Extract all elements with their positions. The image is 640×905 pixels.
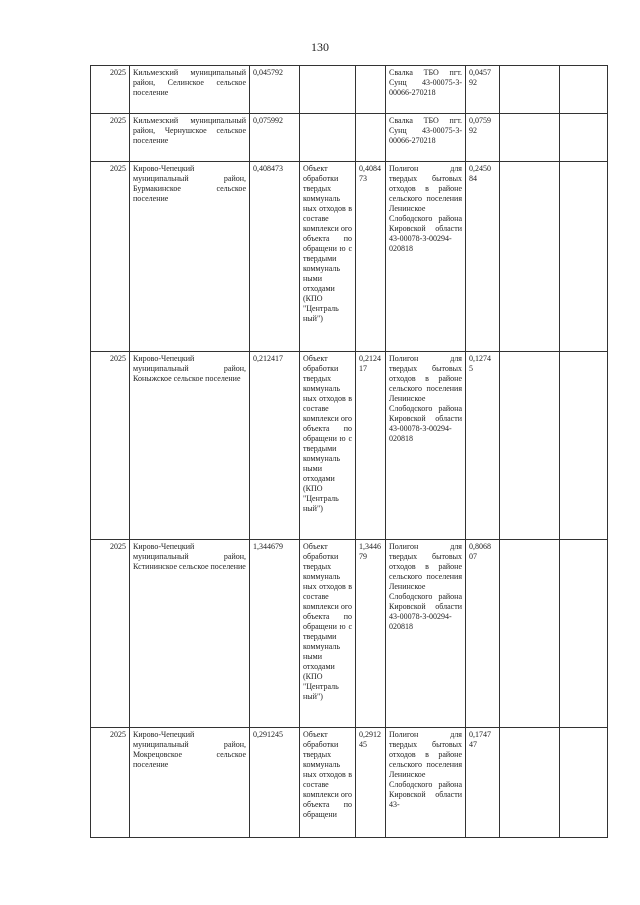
processing-object-cell <box>300 66 356 114</box>
year-cell: 2025 <box>91 352 130 540</box>
empty-cell <box>500 728 560 838</box>
volume-cell: 0,408473 <box>250 162 300 352</box>
disposal-facility-cell: Полигон для твердых бытовых отходов в районе сельского поселения Ленинское Слободского района Кировской области 43-00078-3-00294-020818 <box>386 352 466 540</box>
processing-volume-cell <box>356 114 386 162</box>
processing-object-cell: Объект обработки твердых коммуналь ных отходов в составе комплекси ого объекта по обращени <box>300 728 356 838</box>
municipality-cell: Кирово-Чепецкий муниципальный район, Кстининское сельское поселение <box>130 540 250 728</box>
disposal-volume-cell: 0,2450 84 <box>466 162 500 352</box>
disposal-facility-cell: Свалка ТБО пгт. Сунц 43-00075-3-00066-270218 <box>386 66 466 114</box>
municipality-cell: Кирово-Чепецкий муниципальный район, Коныжское сельское поселение <box>130 352 250 540</box>
volume-cell: 0,212417 <box>250 352 300 540</box>
table-row <box>91 352 608 540</box>
empty-cell <box>560 66 608 114</box>
table-row <box>91 114 608 162</box>
empty-cell <box>500 114 560 162</box>
volume-cell: 0,075992 <box>250 114 300 162</box>
table-row <box>91 540 608 728</box>
year-cell: 2025 <box>91 728 130 838</box>
processing-volume-cell <box>356 66 386 114</box>
disposal-facility-cell: Свалка ТБО пгт. Сунц 43-00075-3-00066-270218 <box>386 114 466 162</box>
empty-cell <box>560 352 608 540</box>
processing-volume-cell: 0,2912 45 <box>356 728 386 838</box>
municipality-cell: Кирово-Чепецкий муниципальный район, Бурмакинское сельское поселение <box>130 162 250 352</box>
disposal-volume-cell: 0,1274 5 <box>466 352 500 540</box>
table-row <box>91 162 608 352</box>
disposal-facility-cell: Полигон для твердых бытовых отходов в районе сельского поселения Ленинское Слободского района Кировской области 43- <box>386 728 466 838</box>
year-cell: 2025 <box>91 114 130 162</box>
disposal-volume-cell: 0,0759 92 <box>466 114 500 162</box>
processing-volume-cell: 1,3446 79 <box>356 540 386 728</box>
year-cell: 2025 <box>91 162 130 352</box>
table-row <box>91 728 608 838</box>
empty-cell <box>560 728 608 838</box>
disposal-volume-cell: 0,8068 07 <box>466 540 500 728</box>
volume-cell: 0,291245 <box>250 728 300 838</box>
empty-cell <box>500 352 560 540</box>
volume-cell: 0,045792 <box>250 66 300 114</box>
processing-object-cell: Объект обработки твердых коммуналь ных отходов в составе комплекси ого объекта по обращени ю с твердыми коммуналь ными отходами (КПО "Централь ный") <box>300 540 356 728</box>
processing-object-cell <box>300 114 356 162</box>
municipality-cell: Кильмезский муниципальный район, Чернушское сельское поселение <box>130 114 250 162</box>
empty-cell <box>500 162 560 352</box>
allocation-table <box>90 65 608 838</box>
empty-cell <box>560 114 608 162</box>
disposal-volume-cell: 0,1747 47 <box>466 728 500 838</box>
year-cell: 2025 <box>91 540 130 728</box>
municipality-cell: Кирово-Чепецкий муниципальный район, Мокрецовское сельское поселение <box>130 728 250 838</box>
empty-cell <box>560 162 608 352</box>
empty-cell <box>500 540 560 728</box>
page-number: 130 <box>311 40 329 54</box>
processing-volume-cell: 0,4084 73 <box>356 162 386 352</box>
disposal-facility-cell: Полигон для твердых бытовых отходов в районе сельского поселения Ленинское Слободского района Кировской области 43-00078-3-00294-020818 <box>386 162 466 352</box>
empty-cell <box>560 540 608 728</box>
municipality-cell: Кильмезский муниципальный район, Селинское сельское поселение <box>130 66 250 114</box>
disposal-volume-cell: 0,0457 92 <box>466 66 500 114</box>
table-row <box>91 66 608 114</box>
processing-object-cell: Объект обработки твердых коммуналь ных отходов в составе комплекси ого объекта по обращени ю с твердыми коммуналь ными отходами (КПО "Централь ный") <box>300 162 356 352</box>
volume-cell: 1,344679 <box>250 540 300 728</box>
empty-cell <box>500 66 560 114</box>
year-cell: 2025 <box>91 66 130 114</box>
processing-object-cell: Объект обработки твердых коммуналь ных отходов в составе комплекси ого объекта по обращени ю с твердыми коммуналь ными отходами (КПО "Централь ный") <box>300 352 356 540</box>
disposal-facility-cell: Полигон для твердых бытовых отходов в районе сельского поселения Ленинское Слободского района Кировской области 43-00078-3-00294-020818 <box>386 540 466 728</box>
processing-volume-cell: 0,2124 17 <box>356 352 386 540</box>
